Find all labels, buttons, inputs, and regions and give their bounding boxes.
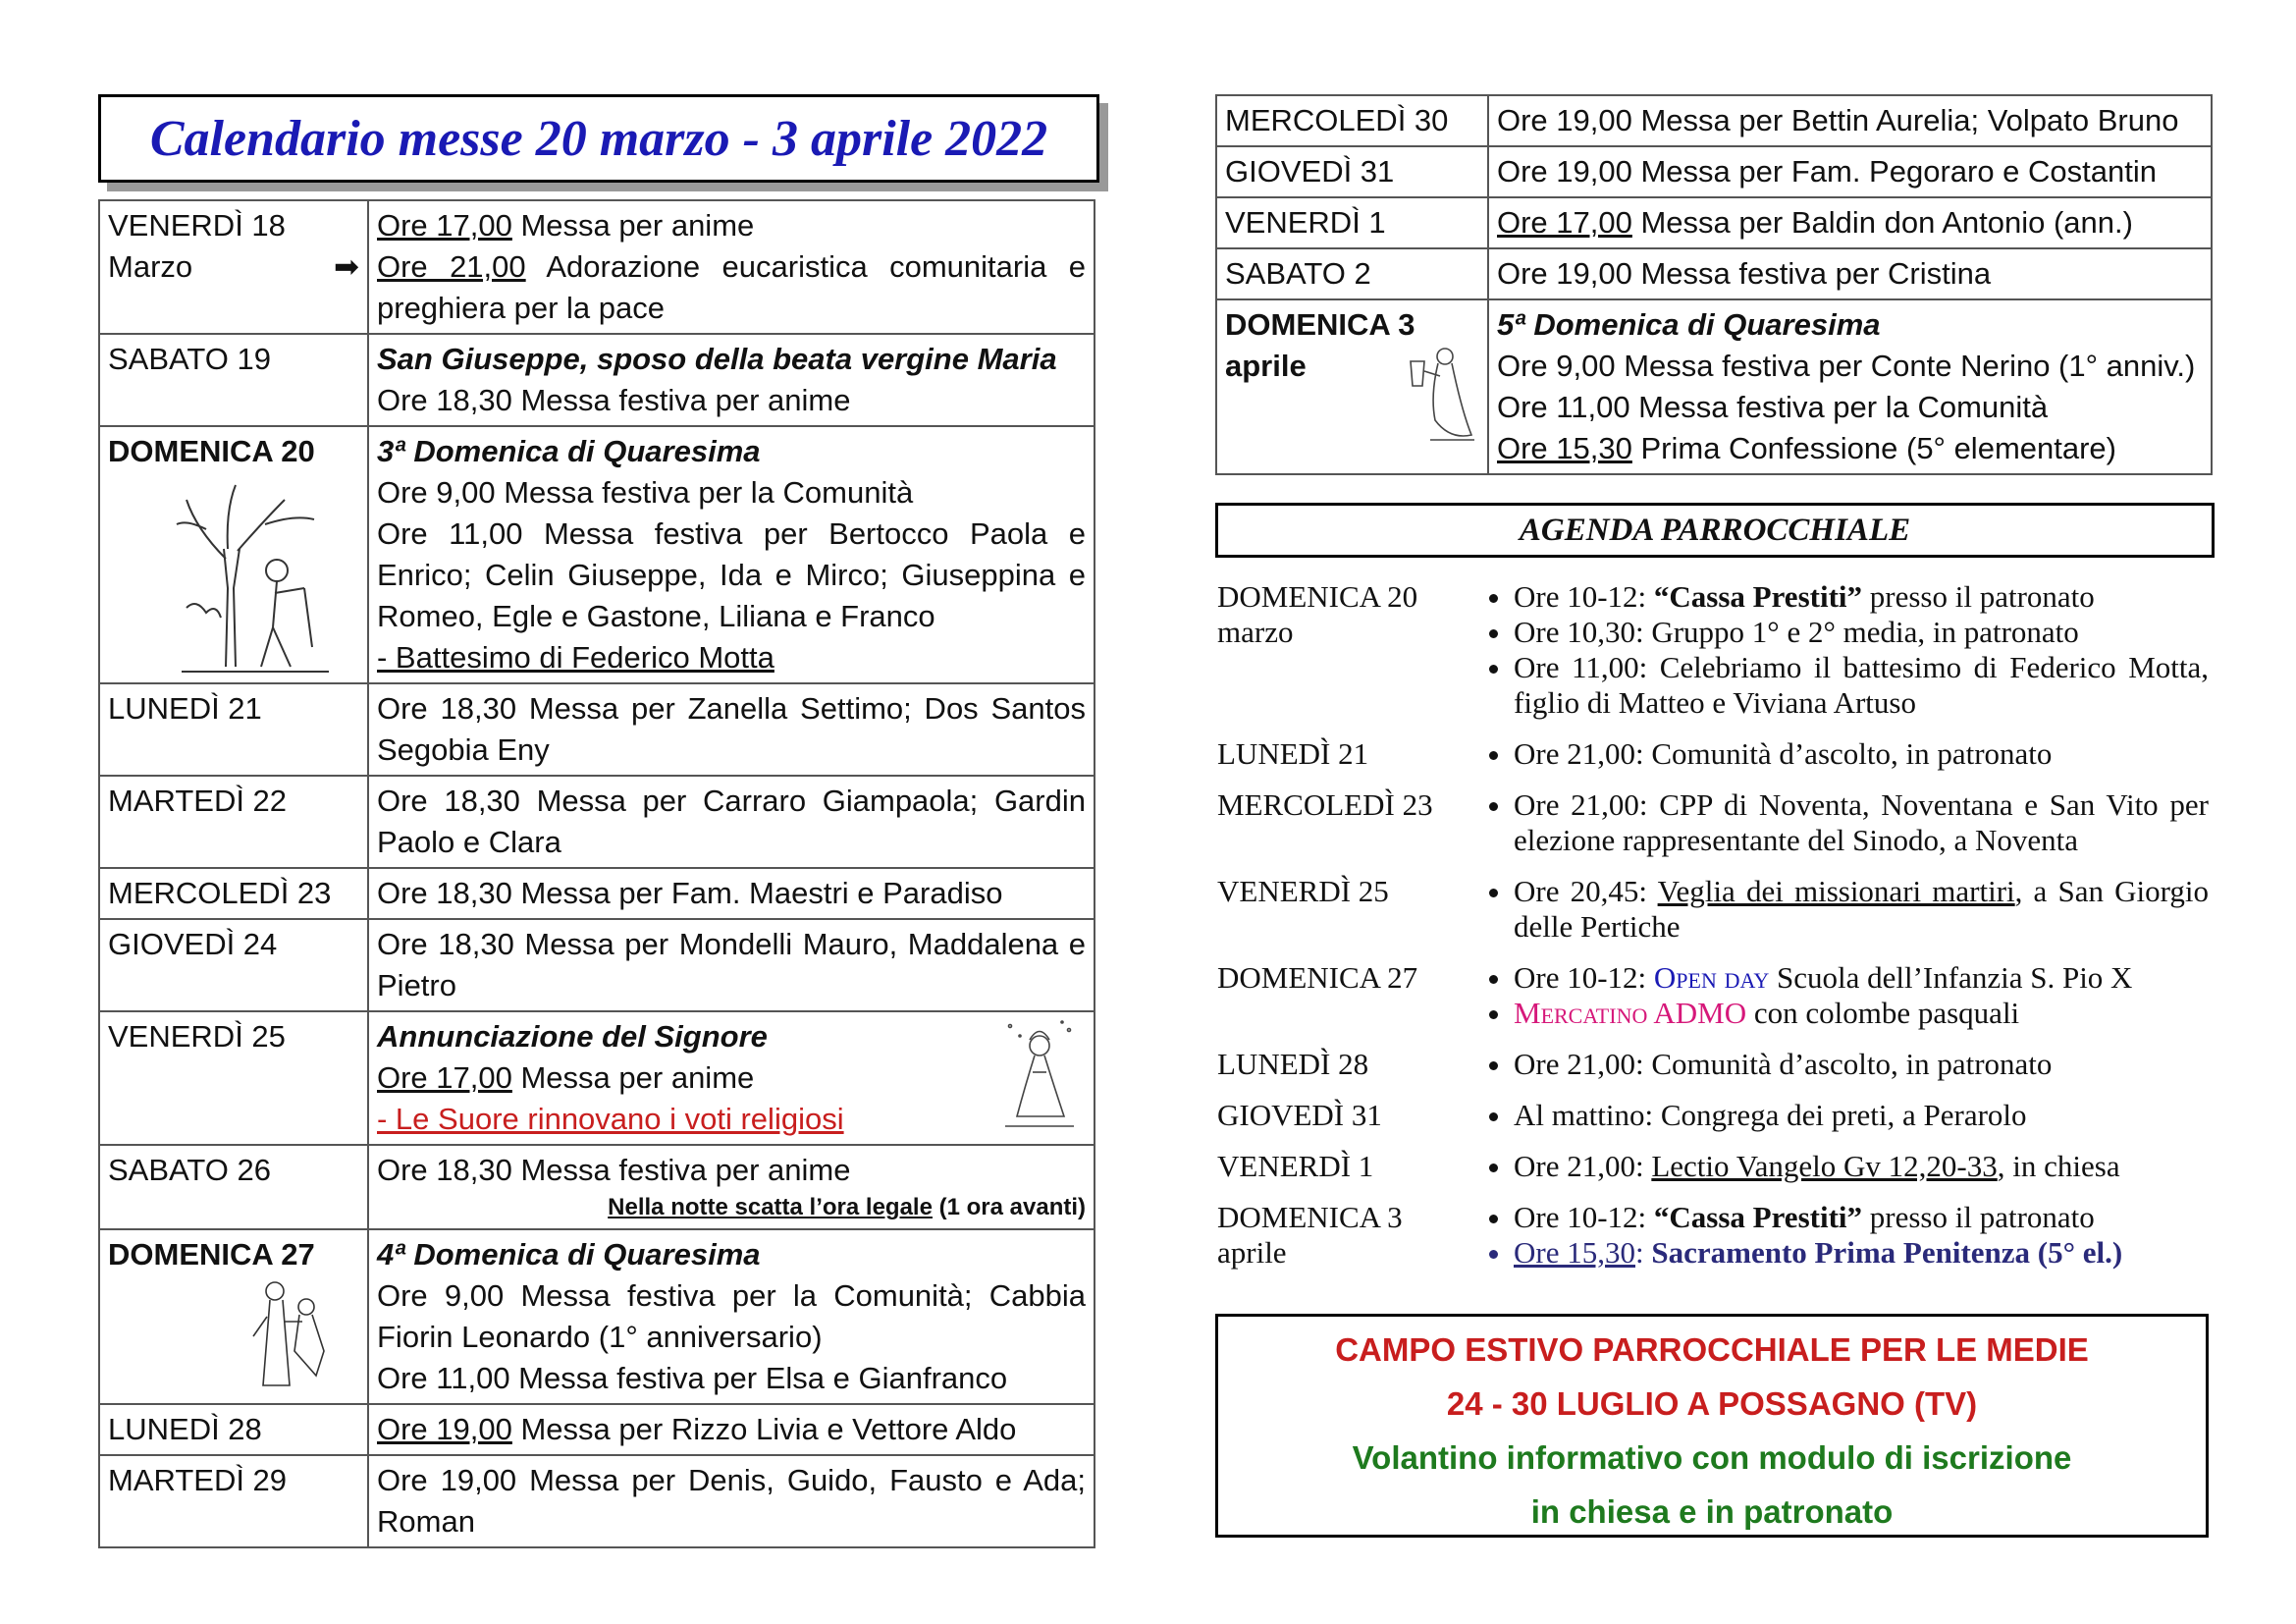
table-row	[99, 919, 1095, 1011]
event-text: Ore 19,00 Messa per Denis, Guido, Fausto e Ada; Roman	[368, 1455, 1095, 1547]
agenda-row	[1217, 874, 2209, 945]
agenda-row	[1217, 960, 2209, 1031]
agenda-month: aprile	[1217, 1235, 1287, 1270]
agenda-row	[1217, 736, 2209, 772]
agenda-day: DOMENICA 3	[1217, 1200, 1403, 1234]
page-title: Calendario messe 20 marzo - 3 aprile 2022	[149, 110, 1048, 167]
day-label: GIOVEDÌ 24	[99, 919, 368, 1011]
event-text: Ore 9,00 Messa festiva per la Comunità	[377, 475, 914, 510]
event-cell	[368, 1404, 1095, 1455]
table-row	[1216, 299, 2212, 474]
agenda-day: LUNEDÌ 28	[1217, 1047, 1369, 1081]
list-item: • Ore 10-12: “Cassa Prestiti” presso il patronato	[1514, 1200, 2209, 1235]
table-row	[99, 1455, 1095, 1547]
table-row	[99, 868, 1095, 919]
agenda-title: AGENDA PARROCCHIALE	[1519, 512, 1911, 548]
day-label: VENERDÌ 18	[108, 208, 286, 243]
list-item: • Ore 10-12: Open day Scuola dell’Infanzia S. Pio X	[1514, 960, 2209, 996]
list-item: • Ore 21,00: Lectio Vangelo Gv 12,20-33, in chiesa	[1514, 1149, 2209, 1184]
event-text: Ore 9,00 Messa festiva per la Comunità; Cabbia Fiorin Leonardo (1° anniversario)	[377, 1278, 1086, 1354]
day-label: SABATO 2	[1216, 248, 1488, 299]
event-text: Ore 19,00 Messa per Fam. Pegoraro e Costantin	[1488, 146, 2212, 197]
day-label: LUNEDÌ 21	[99, 683, 368, 776]
camp-dates: 24 - 30 LUGLIO A POSSAGNO (TV)	[1446, 1385, 1978, 1422]
event-text: Ore 18,30 Messa per Fam. Maestri e Paradiso	[368, 868, 1095, 919]
event-cell	[368, 1011, 1095, 1145]
agenda-day: LUNEDÌ 21	[1217, 736, 1369, 771]
note-text: (1 ora avanti)	[932, 1194, 1086, 1220]
agenda-row	[1217, 1149, 2209, 1184]
day-label: MERCOLEDÌ 30	[1216, 95, 1488, 146]
table-row	[99, 1229, 1095, 1404]
list-item: • Ore 11,00: Celebriamo il battesimo di Federico Motta, figlio di Matteo e Viviana Artuso	[1514, 650, 2209, 721]
agenda-row	[1217, 1200, 2209, 1271]
list-item: • Ore 21,00: Comunità d’ascolto, in patronato	[1514, 1047, 2209, 1082]
jesus-blind-man-illustration	[245, 1277, 334, 1390]
day-label: VENERDÌ 1	[1216, 197, 1488, 248]
event-text: Messa per Rizzo Livia e Vettore Aldo	[511, 1412, 1017, 1446]
event-text: Messa per Baldin don Antonio (ann.)	[1631, 205, 2133, 240]
page-title-box	[98, 94, 1099, 183]
event-text: Prima Confessione (5° elementare)	[1631, 431, 2116, 465]
camp-info: Volantino informativo con modulo di iscrizione	[1352, 1439, 2072, 1476]
agenda-day: VENERDÌ 25	[1217, 874, 1389, 908]
event-cell	[1488, 197, 2212, 248]
mass-calendar-left	[98, 199, 1095, 1548]
feast-title: 5ª Domenica di Quaresima	[1497, 307, 1881, 342]
event-cell	[368, 334, 1095, 426]
agenda-day: GIOVEDÌ 31	[1217, 1098, 1382, 1132]
day-label: LUNEDÌ 28	[99, 1404, 368, 1455]
event-text: Ore 11,00 Messa festiva per Bertocco Paola e Enrico; Celin Giuseppe, Ida e Mirco; Giuseppina e Romeo, Egle e Gastone, Liliana e Franco	[377, 516, 1086, 633]
day-label: GIOVEDÌ 31	[1216, 146, 1488, 197]
note-text: Nella notte scatta l’ora legale	[608, 1194, 933, 1220]
event-cell	[368, 1145, 1095, 1229]
camp-title: CAMPO ESTIVO PARROCCHIALE PER LE MEDIE	[1335, 1331, 2089, 1368]
camp-info: in chiesa e in patronato	[1530, 1493, 1894, 1530]
legal-time-note	[377, 1191, 1086, 1224]
event-time: Ore 21,00	[377, 249, 526, 284]
agenda-list	[1217, 579, 2209, 1286]
saint-joseph-tree-illustration	[167, 480, 334, 677]
table-row	[1216, 95, 2212, 146]
event-text: Adorazione eucaristica comunitaria e preghiera per la pace	[377, 249, 1086, 325]
list-item: • Ore 15,30: Sacramento Prima Penitenza (5° el.)	[1514, 1235, 2209, 1271]
day-label: DOMENICA 3	[1225, 307, 1415, 342]
feast-title: San Giuseppe, sposo della beata vergine Maria	[377, 342, 1057, 376]
event-time: Ore 17,00	[1497, 205, 1632, 240]
agenda-day: VENERDÌ 1	[1217, 1149, 1374, 1183]
table-row	[99, 776, 1095, 868]
list-item: • Al mattino: Congrega dei preti, a Perarolo	[1514, 1098, 2209, 1133]
list-item: • Ore 10,30: Gruppo 1° e 2° media, in patronato	[1514, 615, 2209, 650]
day-cell	[99, 426, 368, 683]
day-cell	[99, 200, 368, 334]
list-item: • Ore 21,00: CPP di Noventa, Noventana e San Vito per elezione rappresentante del Sinodo, a Noventa	[1514, 787, 2209, 858]
table-row	[1216, 146, 2212, 197]
agenda-month: marzo	[1217, 615, 1294, 649]
event-text: Ore 11,00 Messa festiva per la Comunità	[1497, 390, 2049, 424]
agenda-day: MERCOLEDÌ 23	[1217, 787, 1433, 822]
event-text: Ore 19,00 Messa per Bettin Aurelia; Volpato Bruno	[1488, 95, 2212, 146]
event-cell	[368, 200, 1095, 334]
event-text: Ore 18,30 Messa per Carraro Giampaola; Gardin Paolo e Clara	[368, 776, 1095, 868]
list-item: • Ore 20,45: Veglia dei missionari martiri, a San Giorgio delle Pertiche	[1514, 874, 2209, 945]
day-label: VENERDÌ 25	[99, 1011, 368, 1145]
day-label: MARTEDÌ 29	[99, 1455, 368, 1547]
event-text: Ore 9,00 Messa festiva per Conte Nerino (1° anniv.)	[1497, 349, 2196, 383]
event-text: Ore 18,30 Messa per Mondelli Mauro, Maddalena e Pietro	[368, 919, 1095, 1011]
event-text: Ore 18,30 Messa festiva per anime	[377, 383, 851, 417]
month-label: aprile	[1225, 349, 1307, 383]
event-text: Ore 18,30 Messa per Zanella Settimo; Dos Santos Segobia Eny	[368, 683, 1095, 776]
feast-title: 4ª Domenica di Quaresima	[377, 1237, 761, 1272]
table-row	[99, 683, 1095, 776]
annunciation-illustration	[995, 1018, 1084, 1136]
agenda-heading	[1215, 503, 2215, 558]
feast-title: Annunciazione del Signore	[377, 1019, 768, 1054]
event-time: Ore 17,00	[377, 208, 512, 243]
event-time: Ore 17,00	[377, 1060, 512, 1095]
agenda-row	[1217, 579, 2209, 721]
day-label: SABATO 26	[99, 1145, 368, 1229]
event-text: Ore 11,00 Messa festiva per Elsa e Gianfranco	[377, 1361, 1008, 1395]
event-cell	[1488, 299, 2212, 474]
event-text: Messa per anime	[511, 208, 755, 243]
day-label: DOMENICA 27	[108, 1237, 315, 1272]
event-cell	[368, 426, 1095, 683]
day-label: MERCOLEDÌ 23	[99, 868, 368, 919]
list-item: • Mercatino ADMO con colombe pasquali	[1514, 996, 2209, 1031]
day-cell	[1216, 299, 1488, 474]
event-text: - Battesimo di Federico Motta	[377, 640, 774, 675]
day-label: DOMENICA 20	[108, 434, 315, 468]
event-text: Ore 18,30 Messa festiva per anime	[377, 1153, 851, 1187]
event-time: Ore 15,30	[1497, 431, 1632, 465]
agenda-row	[1217, 1047, 2209, 1082]
event-text: Messa per anime	[511, 1060, 755, 1095]
table-row	[99, 1011, 1095, 1145]
day-label: MARTEDÌ 22	[99, 776, 368, 868]
table-row	[99, 1145, 1095, 1229]
day-cell	[99, 1229, 368, 1404]
table-row	[1216, 197, 2212, 248]
list-item: • Ore 21,00: Comunità d’ascolto, in patronato	[1514, 736, 2209, 772]
table-row	[99, 1404, 1095, 1455]
month-label: Marzo	[108, 249, 193, 284]
agenda-day: DOMENICA 20	[1217, 579, 1418, 614]
feast-title: 3ª Domenica di Quaresima	[377, 434, 761, 468]
table-row	[99, 200, 1095, 334]
agenda-row	[1217, 1098, 2209, 1133]
list-item: • Ore 10-12: “Cassa Prestiti” presso il patronato	[1514, 579, 2209, 615]
agenda-day: DOMENICA 27	[1217, 960, 1418, 995]
table-row	[1216, 248, 2212, 299]
event-text: - Le Suore rinnovano i voti religiosi	[377, 1102, 844, 1136]
woman-with-jar-illustration	[1401, 342, 1479, 445]
table-row	[99, 334, 1095, 426]
summer-camp-box	[1215, 1314, 2209, 1538]
event-time: Ore 19,00	[377, 1412, 512, 1446]
arrow-right-icon: ➡	[334, 249, 359, 284]
mass-calendar-right	[1215, 94, 2213, 475]
table-row	[99, 426, 1095, 683]
event-cell	[368, 1229, 1095, 1404]
day-label: SABATO 19	[99, 334, 368, 426]
event-text: Ore 19,00 Messa festiva per Cristina	[1488, 248, 2212, 299]
agenda-row	[1217, 787, 2209, 858]
